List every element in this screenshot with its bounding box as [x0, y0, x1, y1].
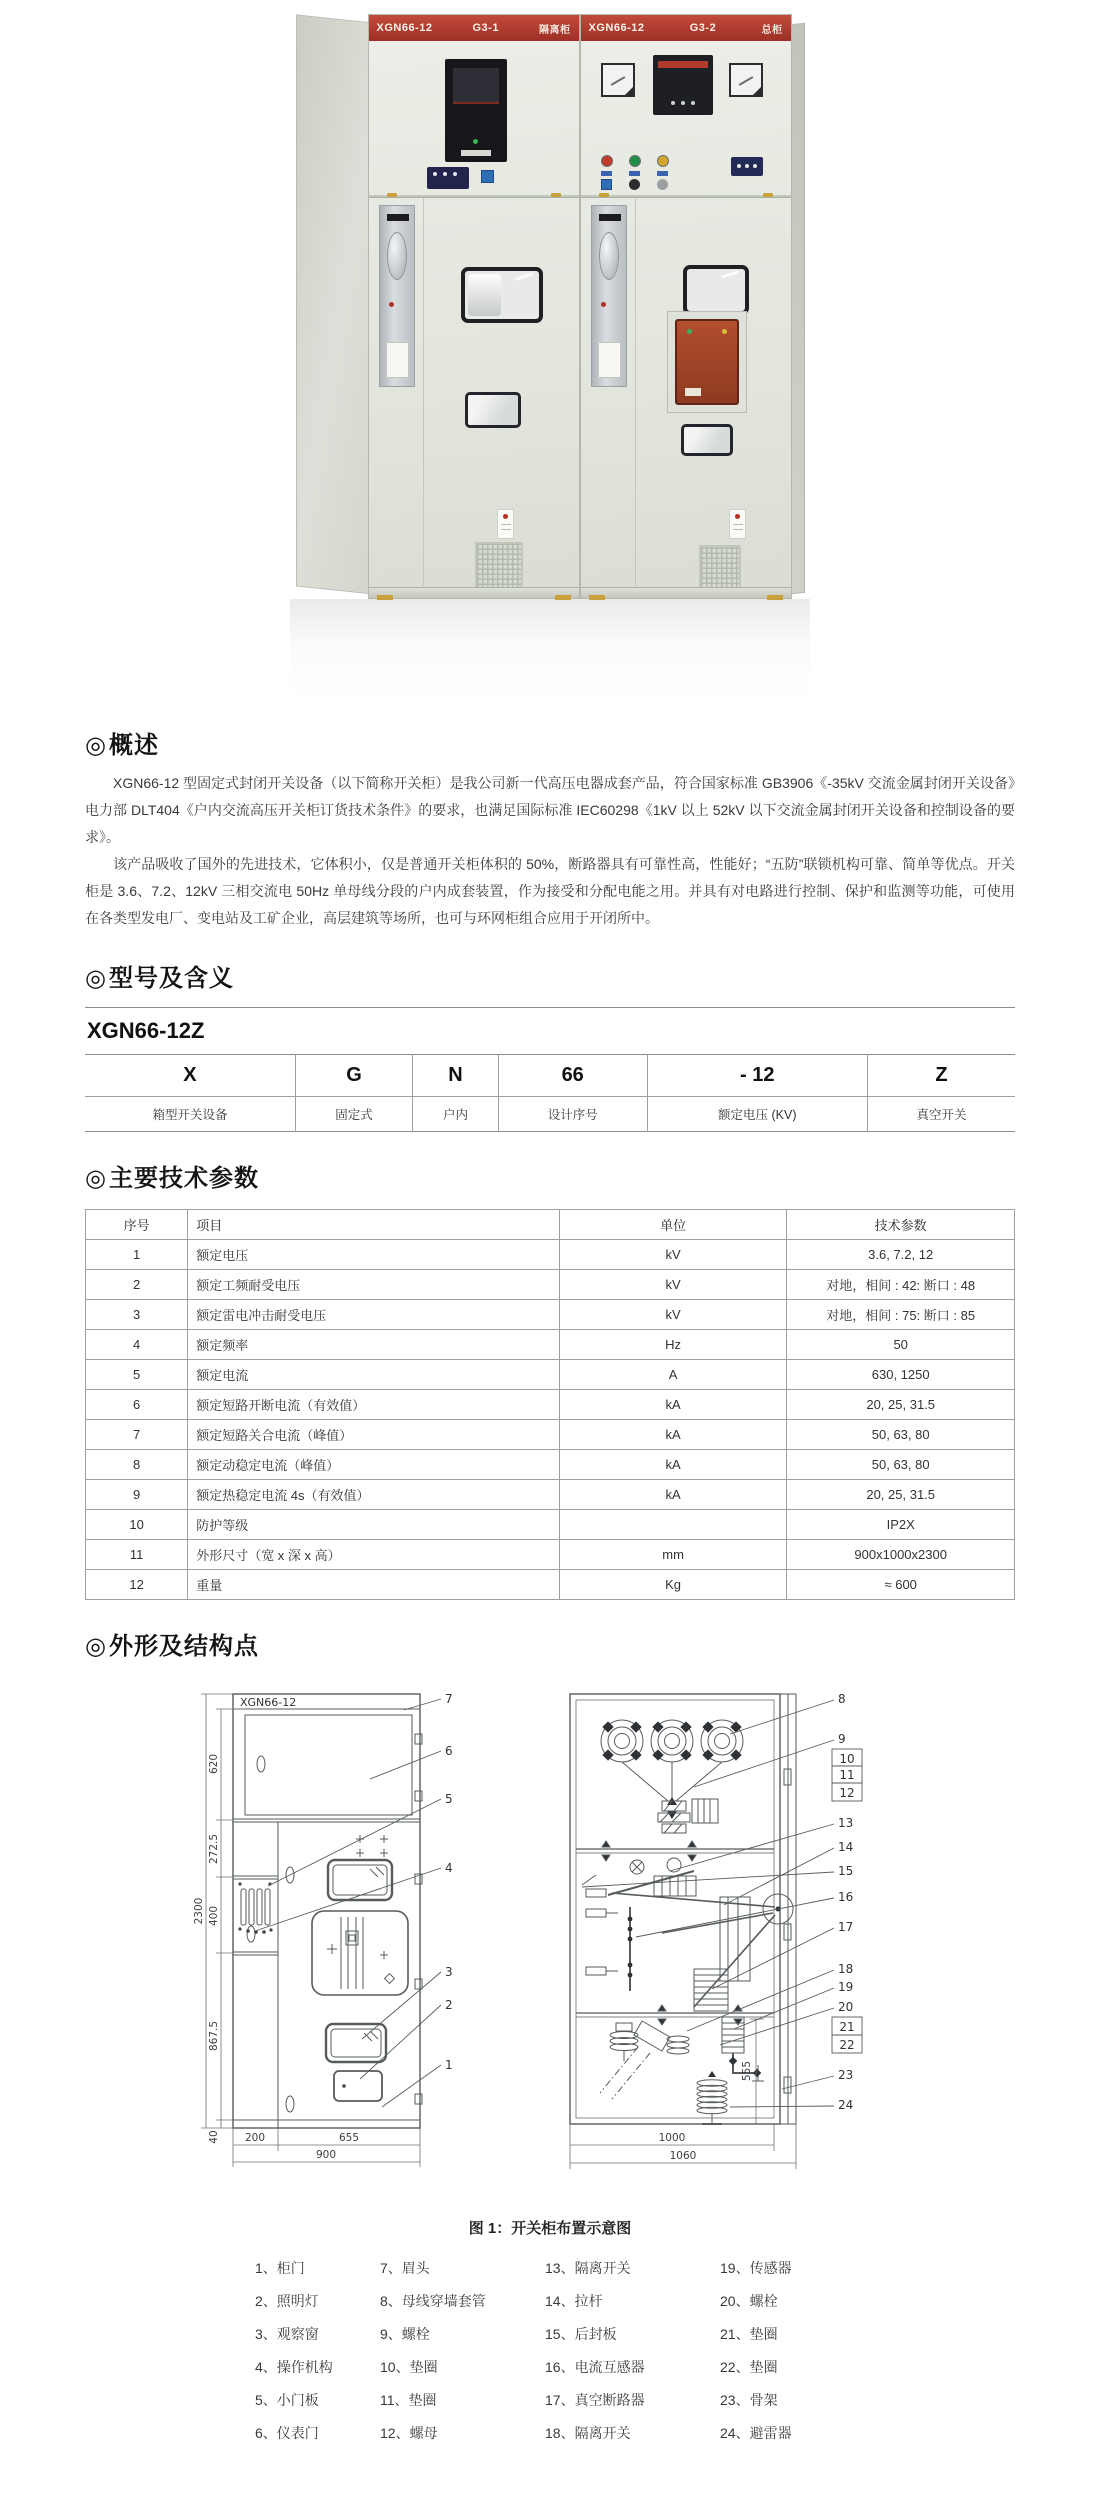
side-callout-numbers [838, 1692, 855, 2112]
legend-item: 16、电流互感器 [545, 2359, 645, 2375]
dim-label: 200 [244, 2132, 266, 2144]
cabinet-banner [369, 15, 579, 41]
callout-number: 1 [445, 2058, 453, 2072]
dim-label: 900 [315, 2149, 337, 2161]
hinge [387, 193, 397, 197]
callout-number: 11 [839, 1768, 855, 1782]
parameter-row [86, 1480, 1015, 1510]
param-no: 4 [86, 1330, 188, 1360]
panel-green-lamp [687, 329, 692, 334]
front-view-drawing [118, 1679, 518, 2209]
control-display-panel [653, 55, 713, 115]
dim-label: 1060 [669, 2150, 697, 2162]
legend-item: 9、螺栓 [380, 2326, 430, 2342]
col-header-unit: 单位 [559, 1210, 787, 1240]
legend-item: 18、隔离开关 [545, 2425, 631, 2441]
param-no: 9 [86, 1480, 188, 1510]
parameters-heading: ◎主要技术参数 [85, 1165, 259, 1192]
param-item: 额定热稳定电流 4s（有效值） [188, 1480, 560, 1510]
front-dimensions [201, 1694, 420, 2167]
yellow-indicator-lamp [657, 155, 669, 167]
param-value: 50 [787, 1330, 1015, 1360]
param-no: 5 [86, 1360, 188, 1390]
cabinet-model-label: XGN66-12 [588, 22, 645, 34]
shelves [576, 1841, 774, 2025]
base-fitting [589, 595, 605, 600]
legend-item: 8、母线穿墙套管 [380, 2293, 486, 2309]
param-item: 外形尺寸（宽 x 深 x 高） [188, 1540, 560, 1570]
door-seam [581, 195, 791, 198]
callout-number: 10 [839, 1752, 855, 1766]
analog-meter [729, 63, 763, 97]
warning-dot [735, 514, 740, 519]
param-unit: A [559, 1360, 787, 1390]
section-bullet-icon: ◎ [85, 965, 107, 992]
parameter-row [86, 1570, 1015, 1600]
ventilation-grille [699, 545, 741, 591]
lower-window [681, 424, 733, 456]
model-code-cell: N [413, 1055, 499, 1097]
inspection-window [683, 265, 749, 315]
photo-reflection [290, 599, 810, 699]
hinge [599, 193, 609, 197]
callout-number: 3 [445, 1965, 453, 1979]
param-value: 20, 25, 31.5 [787, 1480, 1015, 1510]
mechanism-indicator [601, 302, 606, 307]
param-value: ≈ 600 [787, 1570, 1015, 1600]
section-structure [85, 1626, 1015, 2443]
door-split-line [635, 198, 636, 586]
callout-number: 5 [445, 1792, 453, 1806]
control-knob [629, 179, 640, 190]
overview-paragraph: XGN66-12 型固定式封闭开关设备（以下简称开关柜）是我公司新一代高压电器成套产品，符合国家标准 GB3906《-35kV 交流金属封闭开关设备》电力部 DLT404《户内交流高压开关柜订货技术条件》的要求，也满足国际标准 IEC60298《1kV 以上 52kV 以下交流金属封闭开关设备和控制设备的要求》。 [85, 775, 1015, 845]
mechanism-handle-slot [387, 232, 407, 280]
legend-item: 6、仪表门 [255, 2425, 319, 2441]
param-unit: Kg [559, 1570, 787, 1600]
cabinet-g3-2 [580, 14, 792, 599]
param-value: 50, 63, 80 [787, 1450, 1015, 1480]
base-fitting [555, 595, 571, 600]
param-item: 额定频率 [188, 1330, 560, 1360]
callout-number: 7 [445, 1692, 453, 1706]
callout-number: 21 [839, 2020, 855, 2034]
col-header-no: 序号 [86, 1210, 188, 1240]
cabinet-banner [581, 15, 791, 41]
model-code-cell: G [295, 1055, 412, 1097]
model-code-cell: Z [867, 1055, 1015, 1097]
structure-heading: ◎外形及结构点 [85, 1633, 259, 1660]
parameter-row [86, 1270, 1015, 1300]
legend-item: 22、垫圈 [720, 2359, 778, 2375]
callout-number: 20 [838, 2000, 854, 2014]
hinge [551, 193, 561, 197]
param-value: 630, 1250 [787, 1360, 1015, 1390]
parameter-row [86, 1300, 1015, 1330]
mechanism-instruction-card [598, 342, 621, 378]
callout-number: 4 [445, 1861, 453, 1875]
param-no: 11 [86, 1540, 188, 1570]
legend-item: 4、操作机构 [255, 2359, 333, 2375]
relay-indicator-led [473, 139, 478, 144]
front-callout-numbers [445, 1692, 453, 2072]
breaker-panel-face [675, 319, 739, 405]
callout-number: 24 [838, 2098, 854, 2112]
model-code-table [85, 1054, 1015, 1132]
param-no: 10 [86, 1510, 188, 1540]
callout-number: 8 [838, 1692, 846, 1706]
parameter-row [86, 1360, 1015, 1390]
model-meaning-cell: 户内 [413, 1097, 499, 1132]
cabinet-type-label: 隔离柜 [538, 24, 571, 36]
dim-label: 555 [741, 2060, 753, 2082]
param-item: 额定动稳定电流（峰值） [188, 1450, 560, 1480]
window-handle [468, 274, 501, 316]
param-unit: kA [559, 1420, 787, 1450]
busbar-bushings [601, 1720, 743, 1833]
callout-number: 16 [838, 1890, 854, 1904]
legend-item: 21、垫圈 [720, 2326, 778, 2342]
product-photo [85, 0, 1015, 699]
breaker-compartment [600, 2017, 764, 2124]
cabinet-side-panel [296, 14, 368, 594]
dim-label: 1000 [658, 2132, 686, 2144]
dim-label: 400 [208, 1905, 220, 1927]
cabinet-unit-label: G3-2 [689, 22, 717, 34]
callout-number: 12 [839, 1786, 855, 1800]
parameter-row [86, 1240, 1015, 1270]
figure-legend [255, 2258, 845, 2443]
lamp-label [657, 171, 668, 176]
legend-item: 14、拉杆 [545, 2293, 603, 2309]
mechanism-label [387, 214, 409, 221]
inspection-window [461, 267, 543, 323]
model-meaning-cell: 设计序号 [498, 1097, 647, 1132]
param-item: 额定电压 [188, 1240, 560, 1270]
callout-number: 14 [838, 1840, 854, 1854]
callout-number: 19 [838, 1980, 854, 1994]
param-item: 额定电流 [188, 1360, 560, 1390]
ventilation-grille [475, 542, 523, 592]
dim-label: 2300 [193, 1897, 205, 1925]
panel-label [685, 388, 701, 396]
legend-item: 13、隔离开关 [545, 2260, 631, 2276]
dim-label: 655 [338, 2132, 360, 2144]
cabinet-model-label: XGN66-12 [376, 22, 433, 34]
param-value: 对地，相间 : 42: 断口 : 48 [787, 1270, 1015, 1300]
dim-label: 272.5 [208, 1833, 220, 1865]
legend-item: 7、眉头 [380, 2260, 430, 2276]
lower-window [465, 392, 521, 428]
model-designation: XGN66-12Z [87, 1018, 205, 1043]
param-item: 重量 [188, 1570, 560, 1600]
dim-label: 620 [208, 1753, 220, 1775]
param-unit: kV [559, 1300, 787, 1330]
window-glare [720, 270, 738, 278]
callout-number: 9 [838, 1732, 846, 1746]
parameter-row [86, 1450, 1015, 1480]
param-no: 7 [86, 1420, 188, 1450]
callout-number: 17 [838, 1920, 854, 1934]
section-model-meaning [85, 958, 1015, 1132]
parameter-row [86, 1540, 1015, 1570]
control-button [481, 170, 494, 183]
param-value: 3.6, 7.2, 12 [787, 1240, 1015, 1270]
cabinet-unit-label: G3-1 [472, 22, 499, 34]
param-unit: mm [559, 1540, 787, 1570]
cabinet-g3-1 [368, 14, 580, 599]
callout-number: 6 [445, 1744, 453, 1758]
relay-screen [453, 68, 499, 104]
dim-label: 867.5 [208, 2020, 220, 2052]
cabinet-base [369, 587, 579, 598]
param-value: 对地，相间 : 75: 断口 : 85 [787, 1300, 1015, 1330]
model-code-cell: - 12 [647, 1055, 867, 1097]
param-unit: kA [559, 1390, 787, 1420]
parameter-row [86, 1420, 1015, 1450]
cabinet-edge-panel [792, 23, 805, 594]
callout-number: 15 [838, 1864, 854, 1878]
panel-yellow-lamp [722, 329, 727, 334]
lamp-label [629, 171, 640, 176]
legend-item: 5、小门板 [255, 2392, 319, 2408]
model-meaning-cell: 固定式 [295, 1097, 412, 1132]
warning-dot [503, 514, 508, 519]
overview-paragraph: 该产品吸收了国外的先进技术，它体积小，仅是普通开关柜体积的 50%，断路器具有可靠性高，性能好；“五防”联锁机构可靠、简单等优点。开关柜是 3.6、7.2、12kV 三相交流电 50Hz 单母线分段的户内成套装置，作为接受和分配电能之用。并具有对电路进行控制、保护和监测等功能，可使用在各类型发电厂、变电站及工矿企业，高层建筑等场所，也可与环网柜组合应用于开闭所中。 [85, 856, 1015, 926]
operating-mechanism-strip [379, 205, 415, 387]
mini-indicator-panel [731, 157, 763, 176]
breaker-viewing-panel [667, 311, 747, 413]
model-meaning-cell: 箱型开关设备 [85, 1097, 295, 1132]
param-no: 2 [86, 1270, 188, 1300]
callout-number: 23 [838, 2068, 854, 2082]
base-fitting [377, 595, 393, 600]
indicator-strip [427, 167, 469, 189]
param-value: IP2X [787, 1510, 1015, 1540]
door-seam [369, 195, 579, 198]
legend-item: 15、后封板 [545, 2326, 617, 2342]
panel-stripe [658, 61, 708, 68]
section-bullet-icon: ◎ [85, 732, 107, 759]
param-unit: kV [559, 1240, 787, 1270]
param-no: 8 [86, 1450, 188, 1480]
mechanism-instruction-card [386, 342, 409, 378]
legend-item: 10、垫圈 [380, 2359, 438, 2375]
dim-label: 40 [208, 2130, 220, 2144]
base-fitting [767, 595, 783, 600]
param-item: 额定雷电冲击耐受电压 [188, 1300, 560, 1330]
legend-item: 2、照明灯 [255, 2293, 319, 2309]
model-meaning-cell: 额定电压 (KV) [647, 1097, 867, 1132]
window-glare [514, 272, 532, 280]
param-item: 额定工频耐受电压 [188, 1270, 560, 1300]
param-unit: kA [559, 1450, 787, 1480]
model-meaning-cell: 真空开关 [916, 1108, 967, 1122]
hinge [763, 193, 773, 197]
warning-label [729, 509, 746, 539]
figure-drawings [85, 1679, 1015, 2209]
parameter-row [86, 1390, 1015, 1420]
legend-item: 3、观察窗 [255, 2326, 319, 2342]
model-code-row [85, 1055, 1015, 1097]
parameter-row [86, 1330, 1015, 1360]
legend-item: 19、传感器 [720, 2260, 792, 2276]
param-value: 50, 63, 80 [787, 1420, 1015, 1450]
warning-label [497, 509, 514, 539]
callout-number: 2 [445, 1998, 453, 2012]
param-no: 3 [86, 1300, 188, 1330]
model-code-cell: X [85, 1055, 295, 1097]
cabinet-type-label: 总柜 [761, 24, 783, 36]
parameters-table [85, 1209, 1015, 1600]
green-indicator-lamp [629, 155, 641, 167]
relay-label-strip [461, 150, 491, 156]
front-callout-leaders [255, 1699, 441, 2107]
lamp-label [601, 171, 612, 176]
side-view-drawing [542, 1679, 982, 2209]
param-item: 额定短路开断电流（有效值） [188, 1390, 560, 1420]
legend-item: 23、骨架 [720, 2392, 778, 2408]
parameters-header-row [86, 1210, 1015, 1240]
legend-item: 17、真空断路器 [545, 2392, 645, 2408]
control-knob [657, 179, 668, 190]
overview-heading: ◎概述 [85, 732, 159, 759]
legend-item: 11、垫圈 [380, 2392, 437, 2408]
section-parameters [85, 1158, 1015, 1600]
section-overview [85, 725, 1015, 932]
mechanism-indicator [389, 302, 394, 307]
param-value: 900x1000x2300 [787, 1540, 1015, 1570]
callout-number: 13 [838, 1816, 854, 1830]
param-item: 防护等级 [188, 1510, 560, 1540]
legend-item: 24、避雷器 [720, 2425, 792, 2441]
protection-relay-panel [445, 59, 507, 162]
param-no: 12 [86, 1570, 188, 1600]
col-header-item: 项目 [188, 1210, 560, 1240]
mechanism-handle-slot [599, 232, 619, 280]
model-meaning-heading: ◎型号及含义 [85, 965, 234, 992]
param-unit: Hz [559, 1330, 787, 1360]
model-meaning-row [85, 1097, 1015, 1132]
mechanism-label [599, 214, 621, 221]
cabinet-photo-row [85, 14, 1015, 599]
door-split-line [423, 198, 424, 586]
section-bullet-icon: ◎ [85, 1633, 107, 1660]
cabinet-base [581, 587, 791, 598]
legend-item: 20、螺栓 [720, 2293, 778, 2309]
param-value: 20, 25, 31.5 [787, 1390, 1015, 1420]
operating-mechanism-strip [591, 205, 627, 387]
col-header-value: 技术参数 [787, 1210, 1015, 1240]
legend-item: 12、螺母 [380, 2425, 438, 2441]
param-unit: kV [559, 1270, 787, 1300]
section-bullet-icon: ◎ [85, 1165, 107, 1192]
callout-number: 22 [839, 2038, 855, 2052]
side-dimension-labels [659, 2061, 753, 2162]
red-indicator-lamp [601, 155, 613, 167]
callout-number: 18 [838, 1962, 854, 1976]
param-no: 6 [86, 1390, 188, 1420]
model-code-cell: 66 [498, 1055, 647, 1097]
figure-caption: 图 1：开关柜布置示意图 [468, 2220, 632, 2237]
control-button [601, 179, 612, 190]
param-unit: kA [559, 1480, 787, 1510]
param-no: 1 [86, 1240, 188, 1270]
analog-meter [601, 63, 635, 97]
legend-item: 1、柜门 [255, 2260, 305, 2276]
front-model-label: XGN66-12 [240, 1696, 297, 1709]
parameter-row [86, 1510, 1015, 1540]
param-item: 额定短路关合电流（峰值） [188, 1420, 560, 1450]
param-unit [559, 1510, 787, 1540]
